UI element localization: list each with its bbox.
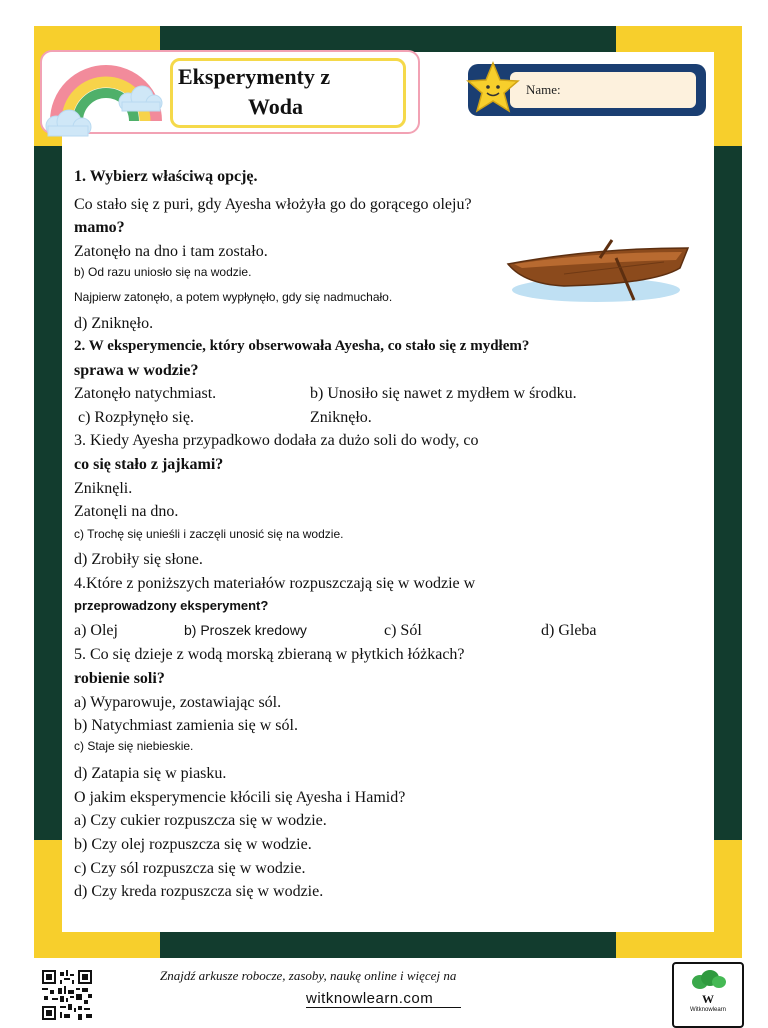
q2-text-cont: sprawa w wodzie? (74, 362, 199, 379)
q6-option-a: a) Czy cukier rozpuszcza się w wodzie. (74, 812, 327, 829)
q2-text: 2. W eksperymencie, który obserwowała Ayesha, co stało się z mydłem? (74, 338, 530, 354)
q4-text-cont: przeprowadzony eksperyment? (74, 598, 269, 613)
star-icon (462, 60, 524, 118)
q4-option-a: a) Olej (74, 622, 118, 639)
boat-image (504, 234, 694, 308)
q2-option-c: c) Rozpłynęło się. (78, 409, 194, 426)
q1-text-cont: mamo? (74, 219, 125, 236)
qr-code-icon (42, 970, 92, 1020)
q5-option-a: a) Wyparowuje, zostawiając sól. (74, 694, 282, 711)
q3-text-cont: co się stało z jajkami? (74, 456, 224, 473)
q5-option-d: d) Zatapia się w piasku. (74, 765, 227, 782)
logo-letter: W (702, 992, 714, 1006)
q1-option-b: b) Od razu uniosło się na wodzie. (74, 265, 252, 279)
logo-text: Witknowlearn (689, 1007, 726, 1013)
q4-option-c: c) Sól (384, 622, 422, 639)
q1-text: Co stało się z puri, gdy Ayesha włożyła go do gorącego oleju? (74, 196, 472, 213)
title-line-2: Woda (248, 94, 304, 119)
title-line-1: Eksperymenty z (178, 64, 331, 89)
q4-text: 4.Które z poniższych materiałów rozpuszczają się w wodzie w (74, 575, 476, 592)
q5-option-b: b) Natychmiast zamienia się w sól. (74, 717, 298, 734)
q1-heading: 1. Wybierz właściwą opcję. (74, 168, 258, 185)
q4-option-b: b) Proszek kredowy (184, 622, 307, 638)
logo-leaves-icon (688, 968, 728, 992)
q1-option-a: Zatonęło na dno i tam zostało. (74, 243, 268, 260)
q3-text: 3. Kiedy Ayesha przypadkowo dodała za dużo soli do wody, co (74, 432, 479, 449)
q4-option-d: d) Gleba (541, 622, 597, 639)
name-field[interactable] (510, 72, 696, 108)
name-label: Name: (526, 82, 561, 97)
q3-option-c: c) Trochę się unieśli i zaczęli unosić się na wodzie. (74, 527, 344, 541)
q2-option-b: b) Unosiło się nawet z mydłem w środku. (310, 385, 577, 402)
q6-option-c: c) Czy sól rozpuszcza się w wodzie. (74, 860, 306, 877)
q6-text: O jakim eksperymencie kłócili się Ayesha i Hamid? (74, 789, 406, 806)
q2-option-d: Zniknęło. (310, 409, 372, 426)
q3-option-d: d) Zrobiły się słone. (74, 551, 203, 568)
q3-option-a: Zniknęli. (74, 480, 133, 497)
q5-text-cont: robienie soli? (74, 670, 165, 687)
brand-logo (672, 962, 744, 1028)
q6-option-b: b) Czy olej rozpuszcza się w wodzie. (74, 836, 312, 853)
footer-link[interactable]: witknowlearn.com (306, 990, 461, 1008)
q5-text: 5. Co się dzieje z wodą morską zbieraną w płytkich łóżkach? (74, 646, 465, 663)
q6-option-d: d) Czy kreda rozpuszcza się w wodzie. (74, 883, 324, 900)
q5-option-c: c) Staje się niebieskie. (74, 739, 194, 753)
rainbow-icon (36, 26, 176, 156)
q1-option-d: d) Zniknęło. (74, 315, 154, 332)
footer-text: Znajdź arkusze robocze, zasoby, naukę online i więcej na (160, 968, 457, 983)
q1-option-c: Najpierw zatonęło, a potem wypłynęło, gdy się nadmuchało. (74, 290, 393, 304)
q2-option-a: Zatonęło natychmiast. (74, 385, 217, 402)
q3-option-b: Zatonęli na dno. (74, 503, 179, 520)
